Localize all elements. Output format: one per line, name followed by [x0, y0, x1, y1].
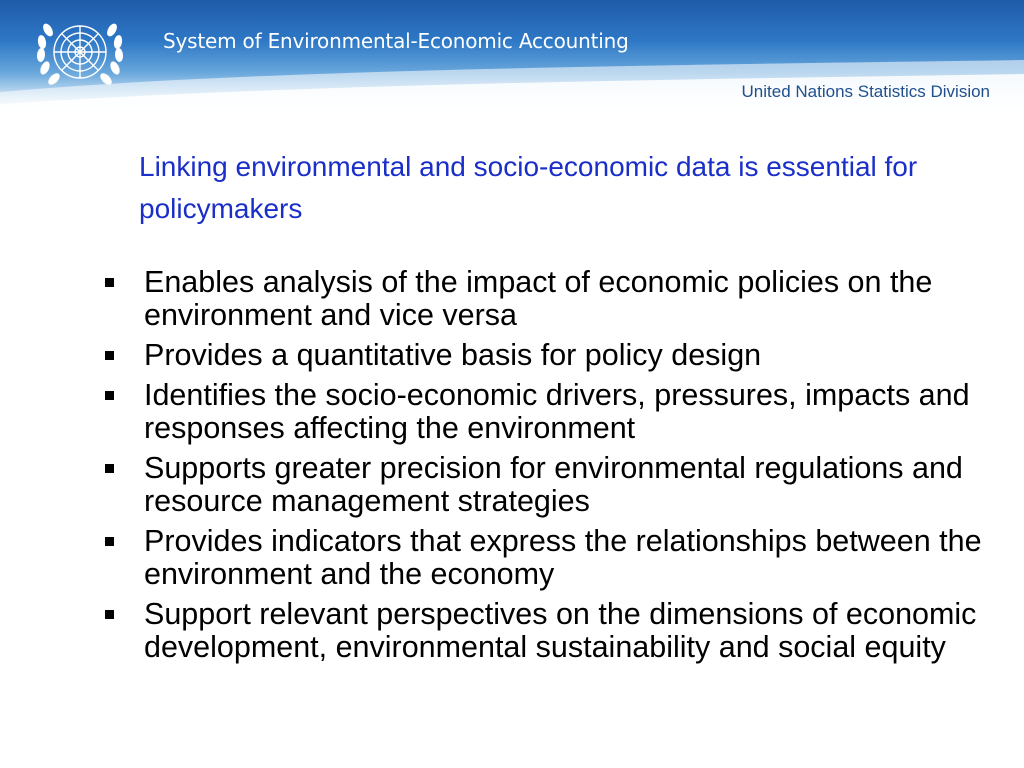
list-item — [105, 598, 985, 664]
square-bullet-icon — [105, 464, 114, 473]
square-bullet-icon — [105, 537, 114, 546]
header-title: System of Environmental-Economic Accounting — [163, 29, 629, 53]
list-item — [105, 452, 985, 518]
list-item — [105, 379, 985, 445]
square-bullet-icon — [105, 391, 114, 400]
list-item-text: Support relevant perspectives on the dimensions of economic development, environmental sustainability and social equity — [144, 597, 977, 664]
bullet-list — [105, 266, 985, 671]
list-item — [105, 339, 985, 372]
header-banner — [0, 0, 1024, 118]
list-item-text: Supports greater precision for environmental regulations and resource management strategies — [144, 451, 963, 518]
square-bullet-icon — [105, 351, 114, 360]
square-bullet-icon — [105, 278, 114, 287]
list-item — [105, 525, 985, 591]
un-emblem-icon — [30, 10, 130, 98]
list-item-text: Enables analysis of the impact of economic policies on the environment and vice versa — [144, 265, 933, 332]
list-item-text: Identifies the socio-economic drivers, pressures, impacts and responses affecting the environment — [144, 378, 970, 445]
slide-title: Linking environmental and socio-economic data is essential for policymakers — [139, 151, 918, 224]
header-division-label: United Nations Statistics Division — [741, 82, 990, 101]
list-item-text: Provides a quantitative basis for policy design — [144, 338, 762, 372]
square-bullet-icon — [105, 610, 114, 619]
list-item — [105, 266, 985, 332]
list-item-text: Provides indicators that express the relationships between the environment and the economy — [144, 524, 982, 591]
